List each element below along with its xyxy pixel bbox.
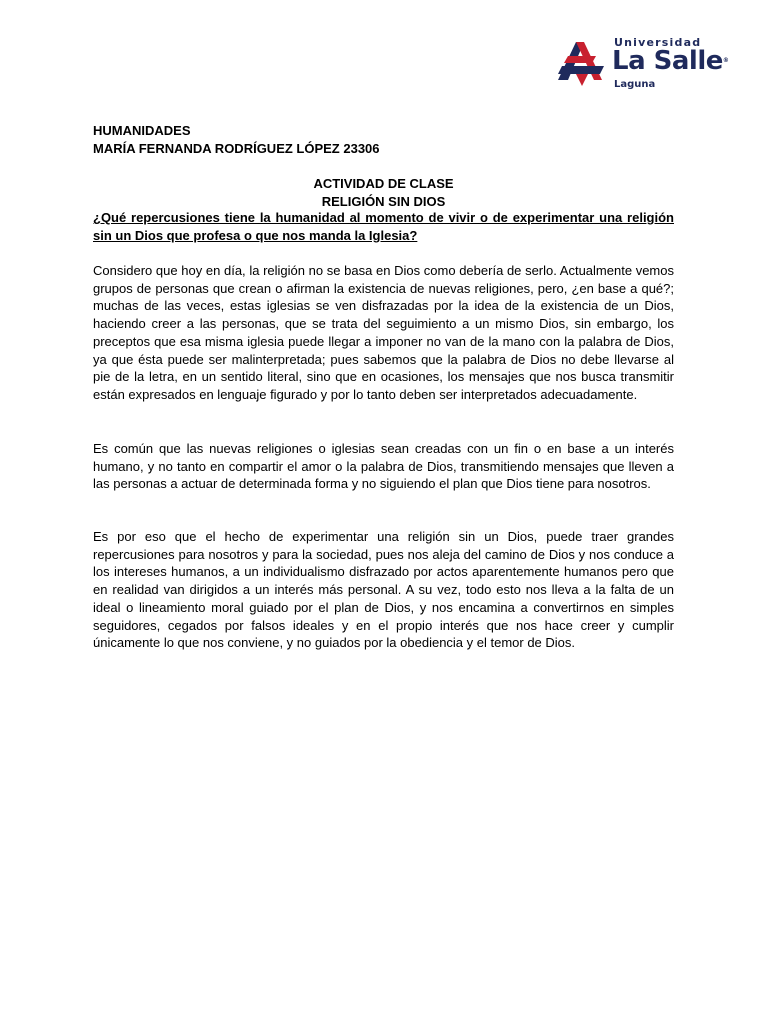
student-line: MARÍA FERNANDA RODRÍGUEZ LÓPEZ 23306 — [93, 141, 380, 156]
la-salle-star-icon — [554, 36, 610, 88]
subject-line: HUMANIDADES — [93, 123, 191, 138]
logo-brand-name — [612, 46, 729, 76]
topic-title: RELIGIÓN SIN DIOS — [321, 194, 446, 209]
body-paragraph-2: Es común que las nuevas religiones o iglesias sean creadas con un fin o en base a un interés humano, y no tanto en compartir el amor o la palabra de Dios, transmitiendo mensajes que lleven a las personas a actuar de determinada forma y no siguiendo el plan que Dios tiene para nosotros. — [93, 441, 674, 492]
activity-title: ACTIVIDAD DE CLASE — [313, 176, 454, 191]
document-title — [93, 175, 674, 211]
document-header — [93, 122, 380, 158]
logo-registered-mark: ® — [722, 57, 729, 64]
university-logo — [554, 36, 729, 96]
body-paragraph-3: Es por eso que el hecho de experimentar una religión sin un Dios, puede traer grandes repercusiones para nosotros y para la sociedad, pues nos aleja del camino de Dios y nos conduce a los intereses humanos, a un individualismo disfrazado por actos aparentemente humanos pero que en realidad van dirigidos a un interés más personal. A su vez, todo esto nos lleva a la falta de un ideal o lineamiento moral guiado por el plan de Dios, y nos encamina a convertirnos en simples seguidores, cegados por falsos ideales y en el propio interés que nos hace creer y cumplir únicamente lo que nos conviene, y no guiados por la obediencia y el temor de Dios. — [93, 529, 674, 651]
logo-campus: Laguna — [614, 79, 656, 90]
body-paragraph-1: Considero que hoy en día, la religión no se basa en Dios como debería de serlo. Actualmente vemos grupos de personas que crean o afirman la existencia de nuevas religiones, pero, ¿en base a qué?; muchas de las veces, estas iglesias se ven disfrazadas por la idea de la existencia de un Dios, haciendo creer a las personas, que se trata del seguimiento a un mismo Dios, sin embargo, los preceptos que esa misma iglesia puede llegar a imponer no van de la mano con la palabra de Dios, ya que ésta puede ser malinterpretada; pues sabemos que la palabra de Dios no debe llevarse al pie de la letra, en un sentido literal, sino que en ocasiones, los mensajes que nos busca transmitir están expresados en lenguaje figurado y por lo tanto deben ser interpretados adecuadamente. — [93, 263, 674, 402]
logo-brand-text: La Salle — [612, 46, 723, 76]
guiding-question: ¿Qué repercusiones tiene la humanidad al momento de vivir o de experimentar una religión sin un Dios que profesa o que nos manda la Iglesia? — [93, 210, 674, 243]
logo-university-label: Universidad — [614, 36, 702, 49]
